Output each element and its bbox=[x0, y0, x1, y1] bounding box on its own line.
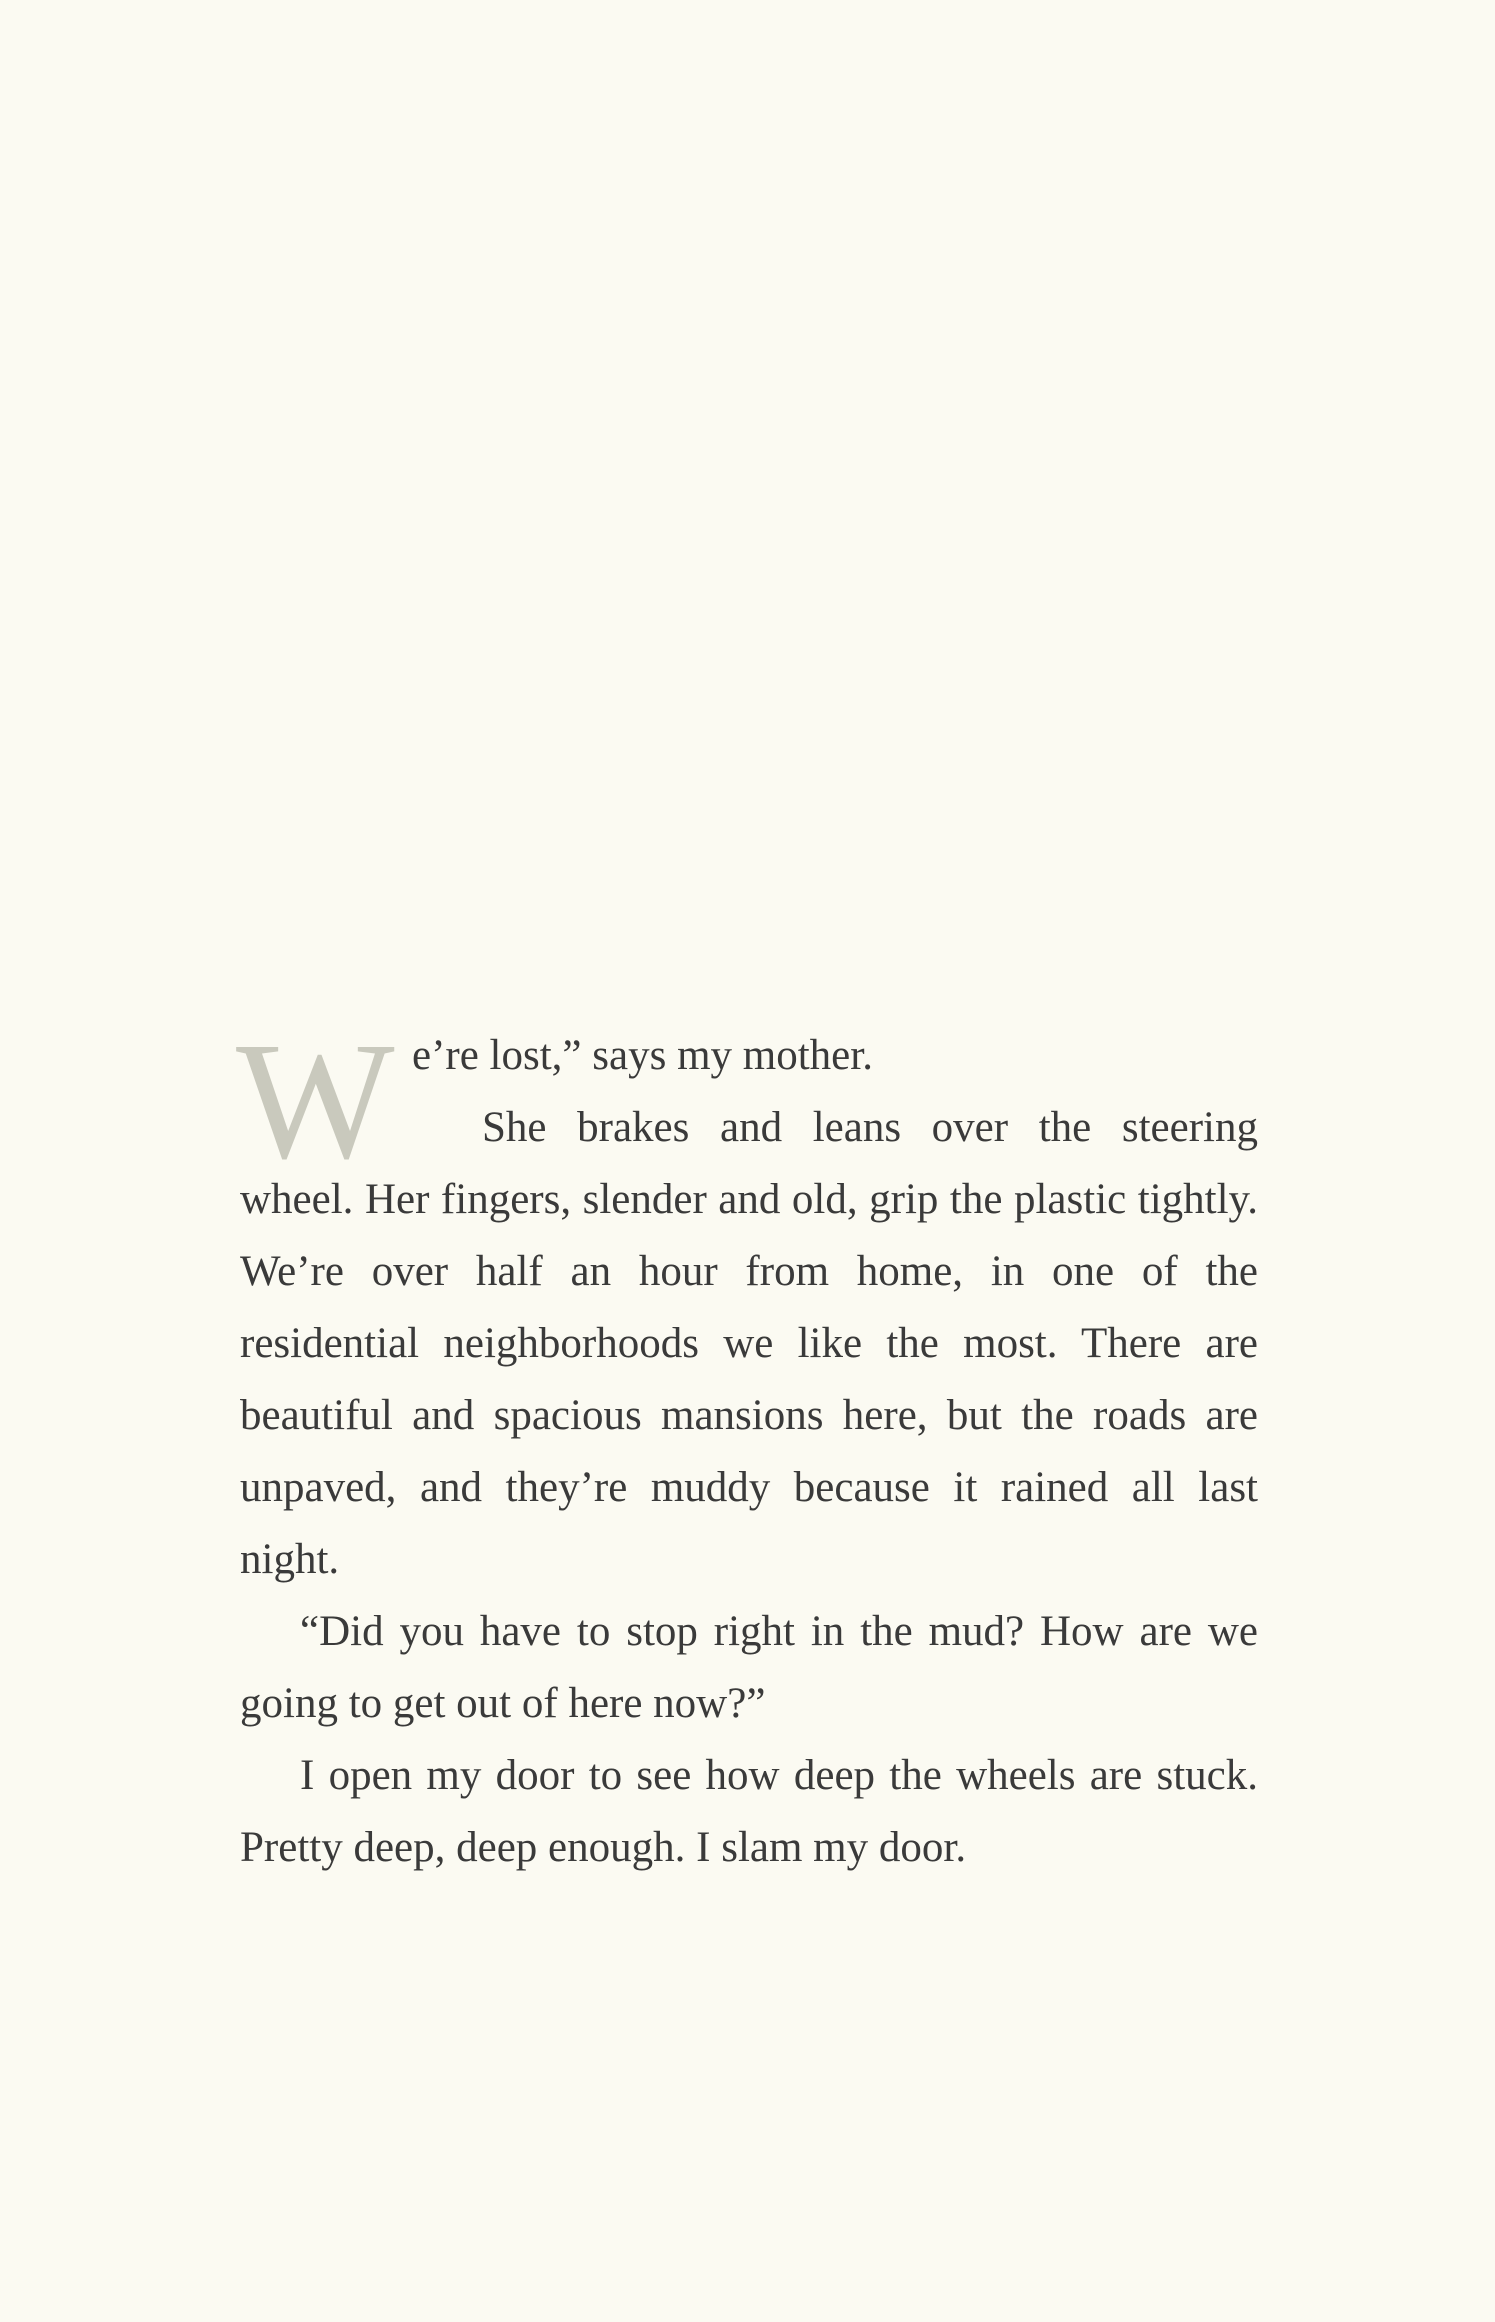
paragraph-1-line: e’re lost,” says my mother. bbox=[412, 1032, 873, 1079]
paragraph-4: I open my door to see how deep the wheels are stuck. Pretty deep, deep enough. I slam my door. bbox=[240, 1752, 1258, 1871]
paragraph-2-continued: wheel. Her fingers, slender and old, grip the plastic tightly. We’re over half an hour from home, in one of the residential neighborhoods we like the most. There are beautiful and spacious mansions here, but the roads are unpaved, and they’re muddy because it rained all last night. bbox=[240, 1176, 1258, 1583]
paragraph-3: “Did you have to stop right in the mud? How are we going to get out of here now?” bbox=[240, 1608, 1258, 1727]
paragraph-2-first-line: She brakes and leans over the steering bbox=[482, 1104, 1258, 1151]
drop-cap: W bbox=[236, 1008, 395, 1194]
body-text bbox=[236, 1008, 1258, 1884]
